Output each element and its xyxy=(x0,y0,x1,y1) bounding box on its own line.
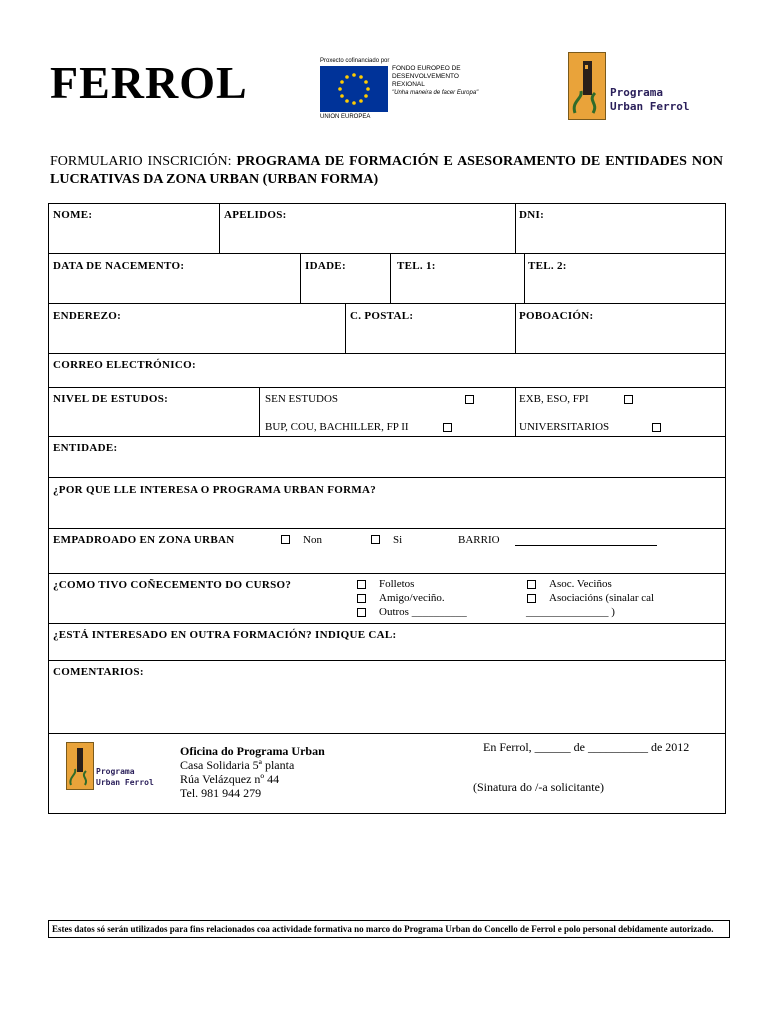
exb-label: EXB, ESO, FPI xyxy=(519,393,589,405)
eu-feder-logo xyxy=(318,58,508,128)
nome-label: NOME: xyxy=(53,209,93,221)
non-checkbox[interactable] xyxy=(281,535,290,544)
privacy-note: Estes datos só serán utilizados para fins relacionados coa actividade formativa no marco do Programa Urban do Concello de Ferrol e polo personal debidamente autorizado. xyxy=(48,920,730,938)
exb-checkbox[interactable] xyxy=(624,395,633,404)
nome-field[interactable] xyxy=(49,204,219,253)
ferrol-logo xyxy=(50,58,250,108)
urban-logo-text xyxy=(610,86,689,114)
row-birth xyxy=(49,254,725,304)
empadroado-label: EMPADROADO EN ZONA URBAN xyxy=(53,534,235,546)
enderezo-label: ENDEREZO: xyxy=(53,310,122,322)
enderezo-field[interactable] xyxy=(49,304,345,353)
poboacion-field[interactable] xyxy=(515,304,725,353)
entidade-label: ENTIDADE: xyxy=(53,442,118,454)
ferrol-logo-text: FERROL xyxy=(50,57,248,108)
comentarios-label: COMENTARIOS: xyxy=(53,666,144,678)
dni-label: DNI: xyxy=(519,209,545,221)
asociacions-label: Asociacións (sinalar cal xyxy=(549,592,655,604)
correo-field[interactable] xyxy=(49,354,725,388)
studies-options-left xyxy=(259,388,516,436)
folletos-checkbox[interactable] xyxy=(357,580,366,589)
form-title-bold: PROGRAMA DE FORMACIÓN E ASESORAMENTO DE ENTIDADES NON LUCRATIVAS DA ZONA URBAN (URBAN FORMA) xyxy=(50,154,724,187)
row-name xyxy=(49,204,725,254)
registration-form xyxy=(48,203,726,814)
office-urban-tower-icon xyxy=(66,742,94,790)
office-urban-logo xyxy=(66,742,162,790)
row-empadroado xyxy=(49,529,725,574)
studies-options-right xyxy=(515,388,725,436)
office-urban-line1: Programa xyxy=(96,767,135,776)
eu-fund-motto: "Unha maneira de facer Europa" xyxy=(392,90,479,96)
office-urban-line2: Urban Ferrol xyxy=(96,778,154,787)
eu-fund-text xyxy=(392,65,478,97)
form-title xyxy=(50,153,723,189)
universitarios-checkbox[interactable] xyxy=(652,423,661,432)
data-nacemento-label: DATA DE NACEMENTO: xyxy=(53,260,185,272)
barrio-input[interactable] xyxy=(515,545,657,546)
como-tivo-label: ¿COMO TIVO COÑECEMENTO DO CURSO? xyxy=(53,579,292,591)
signature-label: (Sinatura do /-a solicitante) xyxy=(473,780,604,794)
comentarios-field[interactable] xyxy=(49,661,725,734)
outros-label: Outros __________ xyxy=(379,606,467,618)
nivel-estudos-label: NIVEL DE ESTUDOS: xyxy=(53,393,169,405)
eu-fund-line2: DESENVOLVEMENTO xyxy=(392,73,459,80)
bup-label: BUP, COU, BACHILLER, FP II xyxy=(265,421,409,433)
bup-checkbox[interactable] xyxy=(443,423,452,432)
urban-tower-icon xyxy=(568,52,606,120)
eu-fund-line1: FONDO EUROPEO DE xyxy=(392,65,461,72)
office-line2: Rúa Velázquez nº 44 xyxy=(180,772,280,786)
urban-ferrol-logo xyxy=(568,52,708,122)
outra-formacion-label: ¿ESTÁ INTERESADO EN OUTRA FORMACIÓN? INDIQUE CAL: xyxy=(53,629,397,641)
row-studies xyxy=(49,388,725,437)
eu-cofinanced-label: Proxecto cofinanciado por xyxy=(320,58,390,64)
poboacion-label: POBOACIÓN: xyxy=(519,310,594,322)
outra-formacion-field[interactable] xyxy=(49,624,725,661)
sen-estudos-checkbox[interactable] xyxy=(465,395,474,404)
eu-caption: UNION EUROPEA xyxy=(320,114,371,120)
tel1-field[interactable] xyxy=(390,254,525,303)
asociacions-input[interactable]: _______________ ) xyxy=(526,606,615,618)
por-que-label: ¿POR QUE LLE INTERESA O PROGRAMA URBAN FORMA? xyxy=(53,484,377,496)
apelidos-label: APELIDOS: xyxy=(224,209,287,221)
office-phone: Tel. 981 944 279 xyxy=(180,786,262,800)
correo-label: CORREO ELECTRÓNICO: xyxy=(53,359,196,371)
urban-logo-line1: Programa xyxy=(610,86,663,99)
office-line1: Casa Solidaria 5ª planta xyxy=(180,758,295,772)
amigo-label: Amigo/veciño. xyxy=(379,592,445,604)
date-line[interactable]: En Ferrol, ______ de __________ de 2012 xyxy=(483,740,690,754)
dni-field[interactable] xyxy=(515,204,725,253)
row-address xyxy=(49,304,725,354)
si-label: Si xyxy=(393,534,403,546)
nivel-estudos-cell xyxy=(49,388,259,436)
asoc-vecinos-label: Asoc. Veciños xyxy=(549,578,612,590)
office-urban-text xyxy=(96,766,154,788)
entidade-field[interactable] xyxy=(49,437,725,478)
si-checkbox[interactable] xyxy=(371,535,380,544)
tel1-label: TEL. 1: xyxy=(397,260,436,272)
amigo-checkbox[interactable] xyxy=(357,594,366,603)
urban-logo-line2: Urban Ferrol xyxy=(610,100,690,113)
outros-checkbox[interactable] xyxy=(357,608,366,617)
por-que-field[interactable] xyxy=(49,478,725,529)
eu-fund-line3: REXIONAL xyxy=(392,81,425,88)
data-nacemento-field[interactable] xyxy=(49,254,300,303)
eu-flag-icon xyxy=(320,66,388,112)
asociacions-checkbox[interactable] xyxy=(527,594,536,603)
apelidos-field[interactable] xyxy=(219,204,516,253)
idade-field[interactable] xyxy=(300,254,391,303)
tel2-field[interactable] xyxy=(524,254,725,303)
office-address xyxy=(180,744,325,800)
barrio-label: BARRIO xyxy=(458,534,500,546)
tel2-label: TEL. 2: xyxy=(528,260,567,272)
asoc-vecinos-checkbox[interactable] xyxy=(527,580,536,589)
folletos-label: Folletos xyxy=(379,578,415,590)
sen-estudos-label: SEN ESTUDOS xyxy=(265,393,339,405)
row-como-tivo xyxy=(49,574,725,624)
cpostal-field[interactable] xyxy=(345,304,516,353)
office-title: Oficina do Programa Urban xyxy=(180,744,325,758)
form-title-prefix: FORMULARIO INSCRICIÓN: xyxy=(50,154,232,169)
universitarios-label: UNIVERSITARIOS xyxy=(519,421,610,433)
non-label: Non xyxy=(303,534,322,546)
cpostal-label: C. POSTAL: xyxy=(350,310,414,322)
idade-label: IDADE: xyxy=(305,260,346,272)
row-office xyxy=(49,734,725,813)
